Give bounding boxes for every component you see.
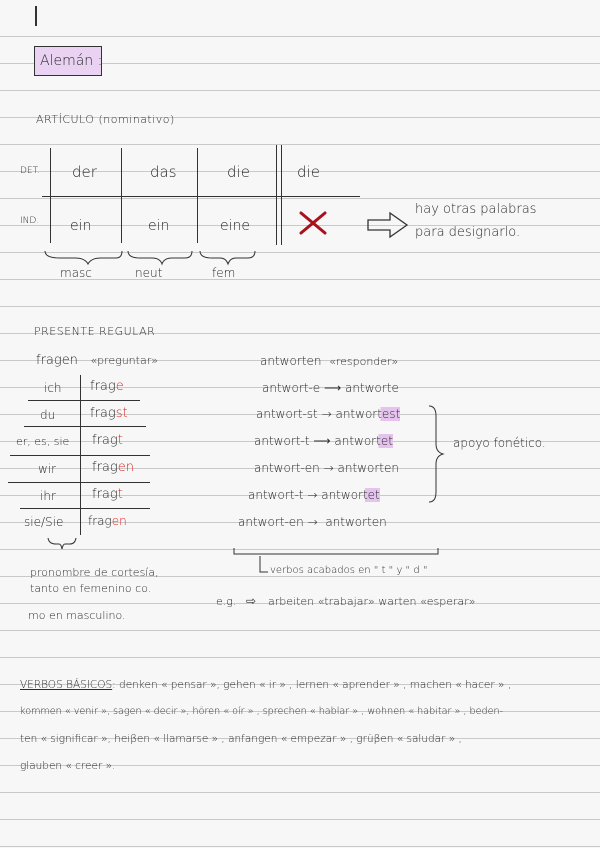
conj-row-line — [8, 482, 150, 483]
pronoun: sie/Sie — [24, 515, 64, 529]
pronoun: ich — [44, 381, 62, 395]
conj2-row — [256, 407, 400, 421]
table-divider — [276, 145, 277, 245]
conj-ending: en — [111, 514, 127, 528]
conj2-row — [262, 381, 399, 395]
pronoun: er, es, sie — [16, 435, 70, 448]
conj-form — [92, 460, 134, 475]
conj-row-line — [24, 426, 146, 427]
gender-masc: masc — [60, 266, 92, 280]
conj2-right: antwortest — [335, 407, 401, 421]
arrow-icon: → — [307, 515, 318, 529]
conj-row-line — [10, 455, 150, 456]
conj-stem: frag — [92, 460, 118, 475]
conj-form — [92, 487, 123, 502]
arrow-icon: → — [321, 407, 332, 421]
eg-label: e.g. — [216, 595, 237, 608]
conj-row-line — [20, 508, 150, 509]
apoyo-fonetico: apoyo fonético. — [453, 436, 546, 450]
conj2-right: antworten — [325, 515, 387, 529]
example-verbs: arbeiten «trabajar» warten «esperar» — [268, 595, 476, 608]
table-divider — [281, 145, 282, 245]
basicos-line-4: glauben « creer ». — [20, 760, 116, 772]
pronoun: wir — [38, 462, 57, 476]
ind-eine: eine — [220, 218, 250, 234]
conj-stem: frag — [92, 487, 118, 502]
verbos-acabados: verbos acabados en " t " y " d " — [270, 565, 428, 576]
cross-icon — [298, 210, 328, 236]
basicos-text: : denken « pensar », gehen « ir » , lernen « aprender » , machen « hacer » , — [112, 679, 512, 691]
gender-neut: neut — [135, 266, 163, 280]
basicos-label: VERBOS BÁSICOS — [20, 679, 113, 691]
conj2-right: antwortet — [321, 488, 380, 502]
conj-ending: en — [117, 460, 134, 475]
conj-stem: frag — [88, 514, 112, 528]
cortesia-note-3: mo en masculino. — [28, 609, 126, 622]
page-title: Alemán : — [40, 53, 103, 69]
basicos-line-3: ten « significar », heiβen « llamarse » , anfangen « empezar » , grüβen « saludar » , — [20, 733, 462, 745]
arrow-icon: → — [307, 488, 318, 502]
conj2-right: antworten — [337, 461, 399, 475]
conj2-left: antwort-e — [262, 381, 321, 395]
ind-ein: ein — [148, 218, 170, 234]
conj2-left: antwort-en — [238, 515, 304, 529]
small-brace — [46, 536, 78, 550]
conj2-left: antwort-t — [254, 434, 310, 448]
conj-form — [88, 514, 127, 528]
cortesia-note-1: pronombre de cortesía, — [30, 566, 159, 579]
conj-ending: st — [115, 406, 128, 421]
pronoun: ihr — [40, 489, 56, 503]
conj2-left: antwort-en — [254, 461, 320, 475]
verb2-infinitive: antworten — [260, 354, 322, 368]
conj2-row — [238, 515, 387, 529]
table-row-line — [42, 196, 360, 197]
conj-row-line — [28, 400, 140, 401]
conj2-left: antwort-st — [256, 407, 318, 421]
right-brace — [426, 404, 446, 504]
conj2-right: antworte — [345, 381, 399, 395]
basicos-line-2: kommen « venir », sagen « decir », hören « oír » , sprechen « hablar » , wohnen « habitar » , beden- — [20, 706, 504, 717]
conj-ending: t — [117, 433, 123, 448]
conj2-left: antwort-t — [248, 488, 304, 502]
note-line-2: para designarlo. — [415, 225, 521, 240]
verb-fragen — [36, 353, 158, 368]
arrow-icon: ⟶ — [313, 434, 331, 448]
ind-ein: ein — [70, 218, 92, 234]
verb-gloss: «preguntar» — [90, 354, 158, 367]
conj-stem: frag — [90, 406, 116, 421]
conj-ending: t — [117, 487, 123, 502]
conj2-right: antwortet — [334, 434, 393, 448]
row-label-ind: IND. — [20, 216, 40, 226]
note-line-1: hay otras palabras — [415, 202, 537, 217]
det-die: die — [227, 163, 250, 181]
conj2-row — [254, 461, 399, 475]
conj-form — [90, 406, 128, 421]
articulo-heading: ARTÍCULO (nominativo) — [36, 113, 175, 126]
conj2-row — [248, 488, 380, 502]
eg-arrow-icon: ⇨ — [246, 594, 257, 608]
pen-mark — [35, 6, 37, 26]
pronoun: du — [40, 408, 56, 422]
conj-ending: e — [115, 379, 124, 394]
gender-braces — [40, 248, 290, 266]
conj2-row — [254, 434, 393, 448]
conj-form — [90, 379, 124, 394]
verb-infinitive: fragen — [36, 353, 78, 368]
verb-antworten — [260, 354, 398, 368]
cortesia-note-2: tanto en femenino co. — [30, 582, 152, 595]
arrow-icon: ⟶ — [324, 381, 342, 395]
arrow-right-icon — [366, 210, 410, 240]
det-die-plural: die — [297, 163, 320, 181]
det-das: das — [150, 163, 177, 181]
basicos-line-1 — [20, 679, 511, 691]
verb2-gloss: «responder» — [329, 355, 399, 368]
arrow-icon: → — [323, 461, 334, 475]
det-der: der — [72, 163, 97, 181]
presente-heading: PRESENTE REGULAR — [34, 325, 156, 338]
row-label-det: DET. — [20, 166, 40, 176]
conj-stem: frag — [90, 379, 116, 394]
gender-fem: fem — [212, 266, 236, 280]
conj-form — [92, 433, 123, 448]
conj-stem: frag — [92, 433, 118, 448]
